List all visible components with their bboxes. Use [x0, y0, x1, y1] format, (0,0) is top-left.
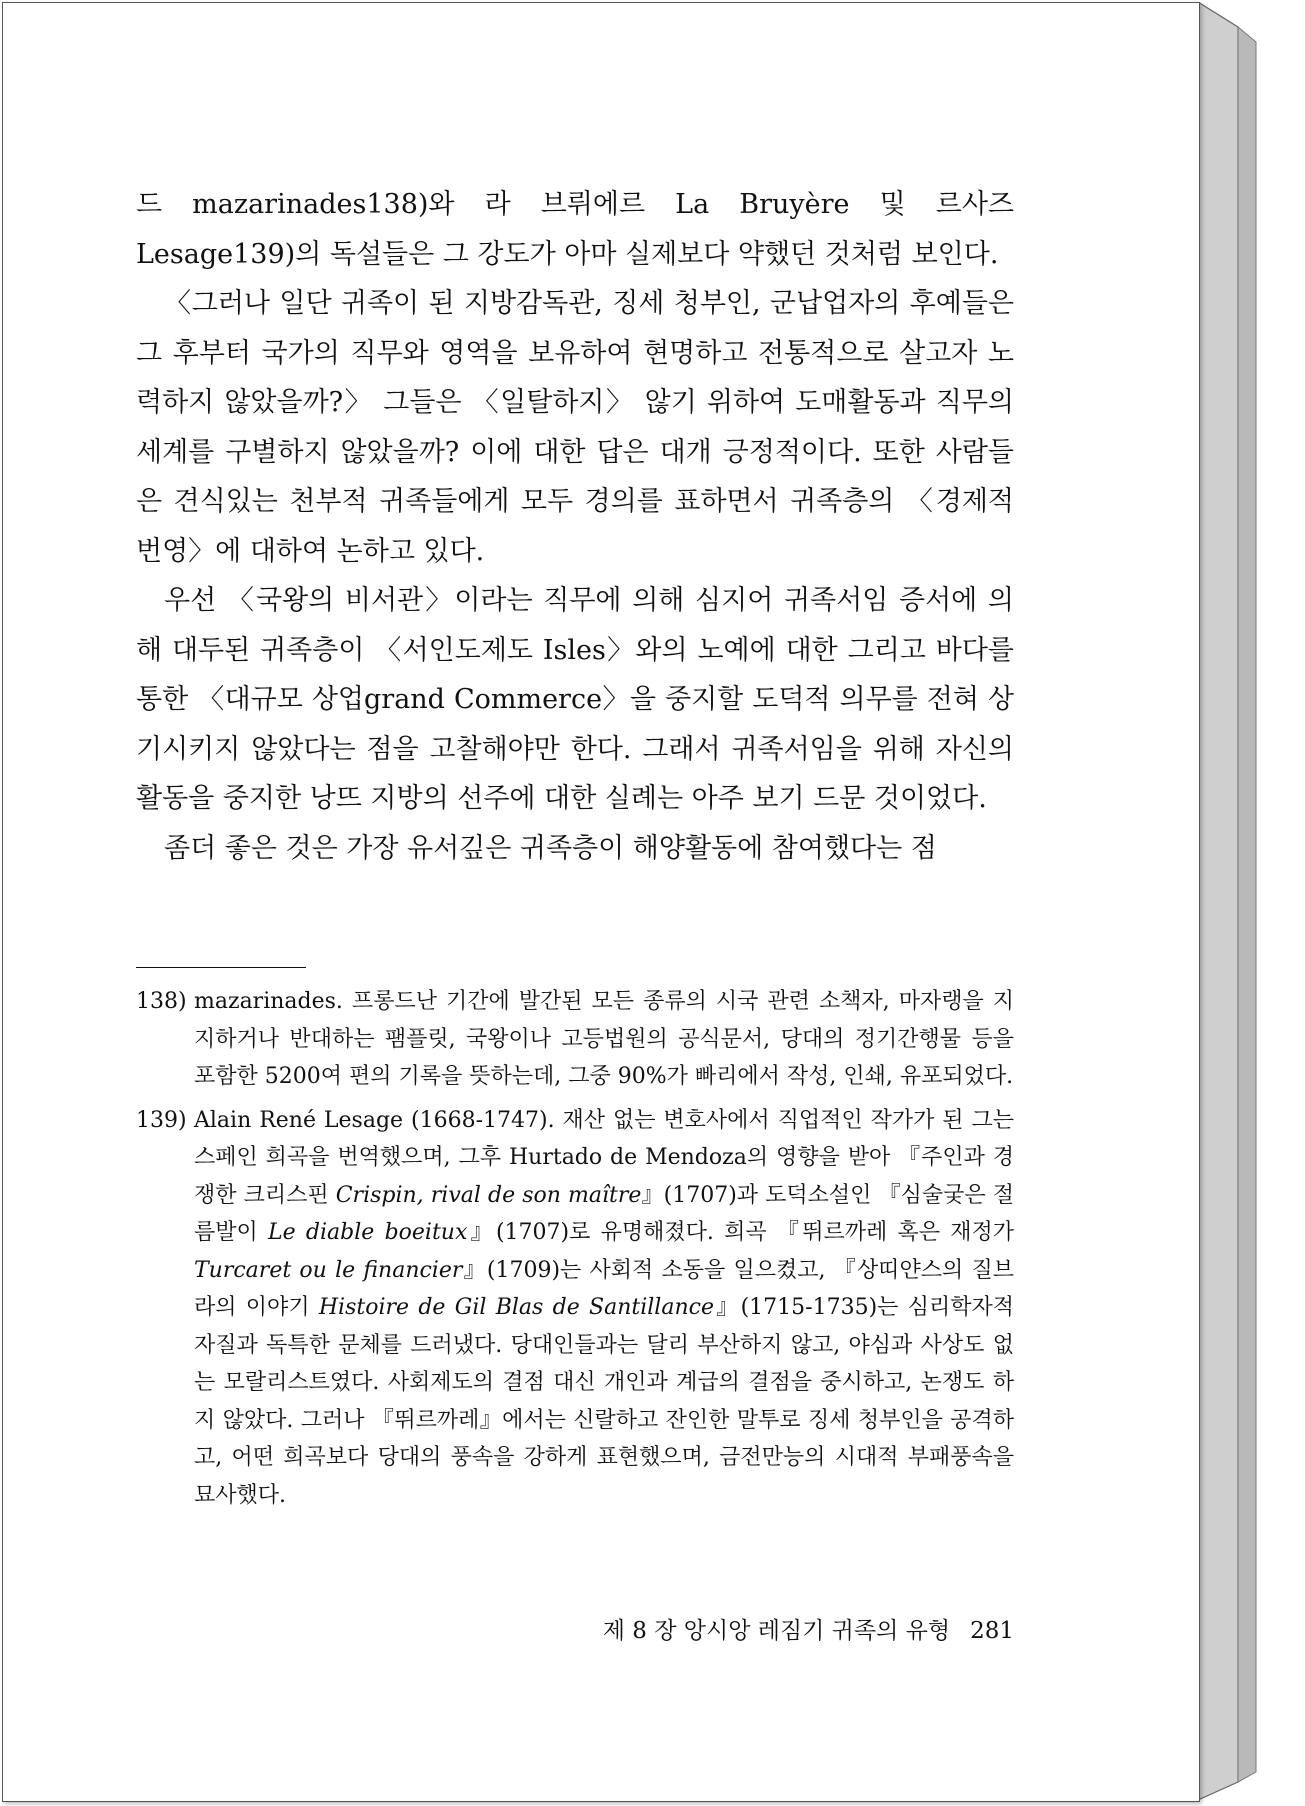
work-title: Histoire de Gil Blas de Santillance [318, 1295, 714, 1320]
paragraph-2: 〈그러나 일단 귀족이 된 지방감독관, 징세 청부인, 군납업자의 후예들은 그 후부터 국가의 직무와 영역을 보유하여 현명하고 전통적으로 살고자 노력하지 않았을까?〉 그들은 〈일탈하지〉 않기 위하여 도매활동과 직무의 세계를 구별하지 않았을까? 이에 대한 답은 대개 긍정적이다. 또한 사람들은 견식있는 천부적 귀족들에게 모두 경의를 표하면서 귀족층의 〈경제적 번영〉에 대하여 논하고 있다. [136, 288, 1014, 567]
paragraph-4: 좀더 좋은 것은 가장 유서깊은 귀족층이 해양활동에 참여했다는 점 [164, 832, 937, 864]
footnote-text-part: 』(1709)는 사회적 소동을 일으켰고, 『상띠얀스의 질브라의 이야기 [194, 1257, 1014, 1320]
footnote-text-part: Alain René Lesage (1668-1747). 재산 없는 변호사에서 직업적인 작가가 된 그는 스페인 희곡을 번역했으며, 그후 Hurtado de Mendoza의 영향을 받아 『주인과 경쟁한 크리스핀 [194, 1107, 1014, 1208]
footnote-139 [136, 1102, 1014, 1515]
book-spine [1198, 2, 1303, 1804]
work-title: Le diable boeitux [268, 1220, 468, 1245]
paragraph-3: 우선 〈국왕의 비서관〉이라는 직무에 의해 심지어 귀족서임 증서에 의해 대두된 귀족층이 〈서인도제도 Isles〉와의 노예에 대한 그리고 바다를 통한 〈대규모 상업grand Commerce〉을 중지할 도덕적 의무를 전혀 상기시키지 않았다는 점을 고찰해야만 한다. 그래서 귀족서임을 위해 자신의 활동을 중지한 낭뜨 지방의 선주에 대한 실례는 아주 보기 드문 것이었다. [136, 585, 1014, 814]
footnote-separator [136, 967, 306, 968]
footnote-number: 139) [136, 1107, 187, 1133]
body-text [136, 180, 1014, 873]
running-footer [136, 1612, 1014, 1645]
footnote-text [182, 1102, 1014, 1515]
page-number: 281 [970, 1618, 1014, 1644]
footnote-text-part: 』(1707)과 도덕소설인 『심술궂은 절름발이 [194, 1182, 1014, 1245]
footnote-138 [136, 983, 1014, 1096]
work-title: Crispin, rival de son maître [335, 1182, 642, 1208]
paragraph-1: 드 mazarinades138)와 라 브뤼에르 La Bruyère 및 르사즈 Lesage139)의 독설들은 그 강도가 아마 실제보다 약했던 것처럼 보인다. [136, 189, 1014, 270]
work-title: Turcaret ou le financier [194, 1257, 463, 1283]
footnote-text-part: 』(1707)로 유명해졌다. 희곡 『뛰르까레 혹은 재정가 [467, 1220, 1015, 1245]
footnote-text-part: 』(1715-1735)는 심리학자적 자질과 독특한 문체를 드러냈다. 당대인들과는 달리 부산하지 않고, 야심과 사상도 없는 모랄리스트였다. 사회제도의 결점 대신 개인과 계급의 결점을 중시하고, 논쟁도 하지 않았다. 그러나 『뛰르까레』에서는 신랄하고 잔인한 말투로 징세 청부인을 공격하고, 어떤 희곡보다 당대의 풍속을 강하게 표현했으며, 금전만능의 시대적 부패풍속을 묘사했다. [194, 1295, 1014, 1508]
footnote-number: 138) [136, 989, 187, 1014]
footnotes [136, 983, 1014, 1520]
chapter-title: 제 8 장 앙시앙 레짐기 귀족의 유형 [602, 1618, 951, 1644]
footnote-text: mazarinades. 프롱드난 기간에 발간된 모든 종류의 시국 관련 소책자, 마자랭을 지지하거나 반대하는 팸플릿, 국왕이나 고등법원의 공식문서, 당대의 정기간행물 등을 포함한 5200여 편의 기록을 뜻하는데, 그중 90%가 빠리에서 작성, 인쇄, 유포되었다. [194, 989, 1014, 1089]
